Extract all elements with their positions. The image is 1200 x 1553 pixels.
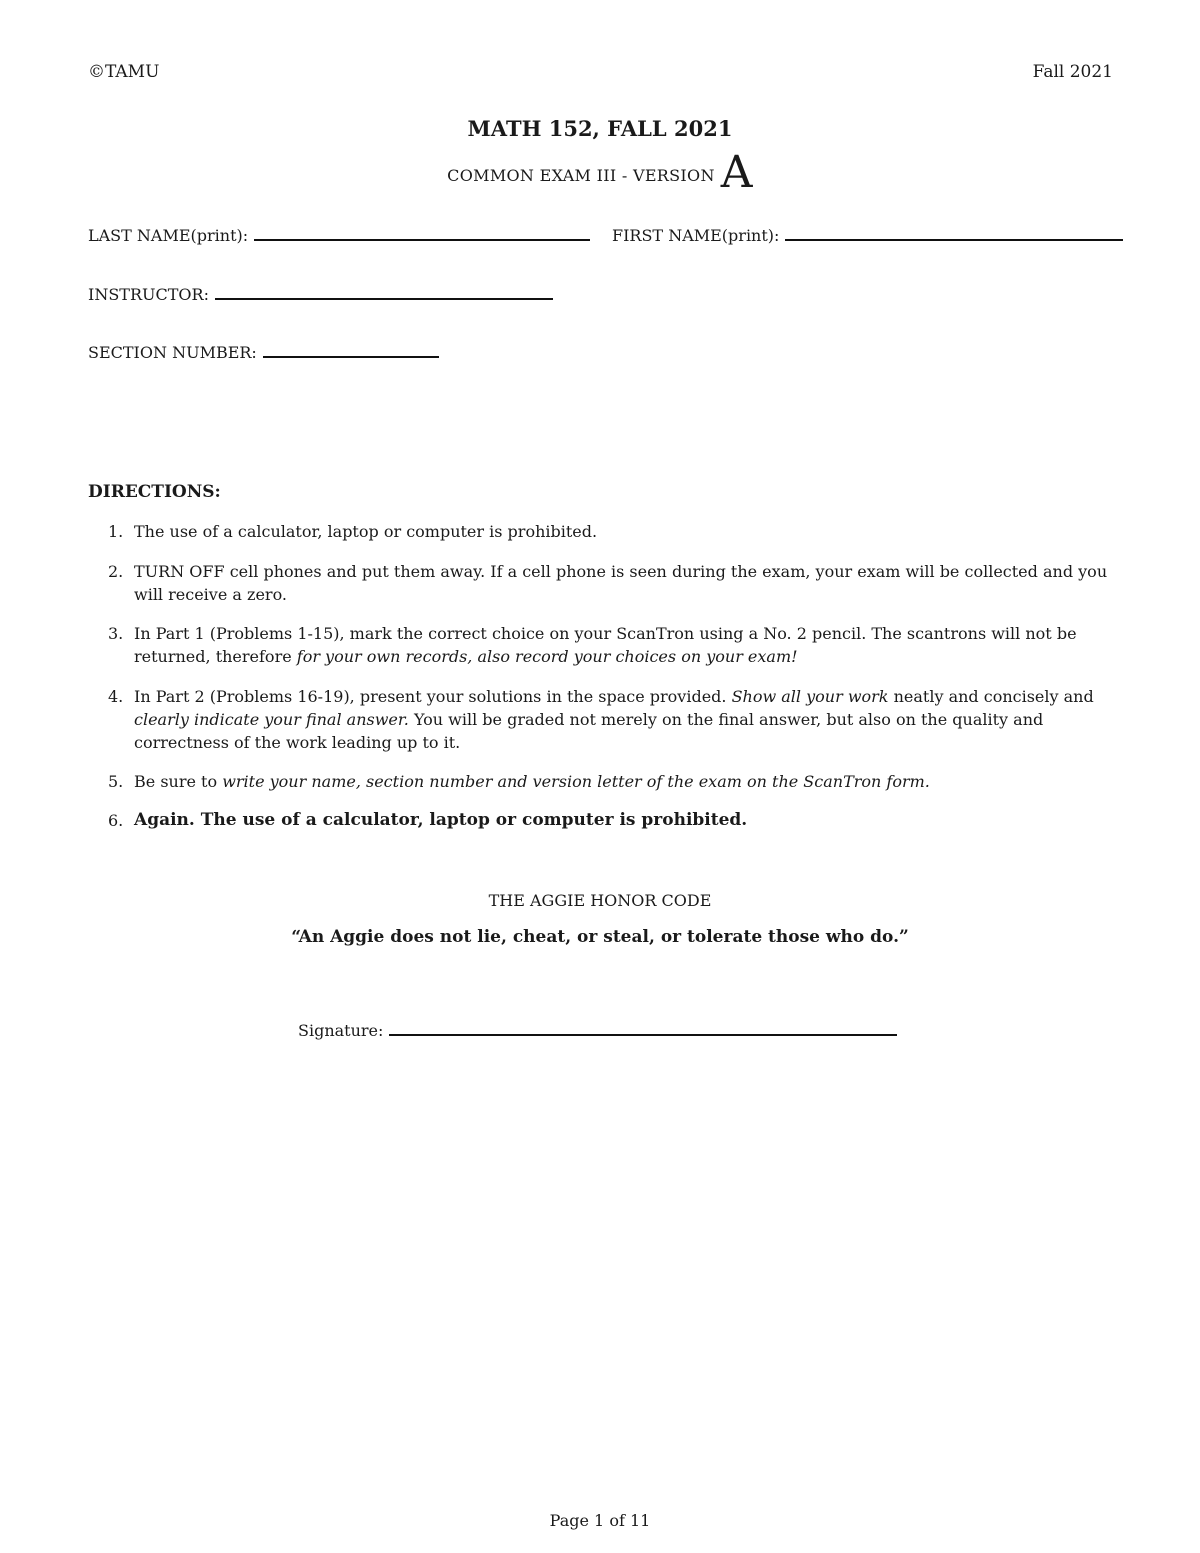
exam-title: MATH 152, FALL 2021: [467, 116, 733, 141]
italic-run: Show all your work: [731, 687, 889, 706]
last-name-field[interactable]: [88, 226, 590, 245]
direction-item: [108, 520, 1114, 543]
text-run: neatly and concisely and: [888, 687, 1094, 706]
text-run: In Part 1 (Problems 1-15), mark the correct choice on your ScanTron using a No. 2 pencil. The scantrons will not be returned, therefore: [134, 624, 1077, 666]
text-run: Again. The use of a calculator, laptop or computer is prohibited.: [134, 810, 748, 830]
signature-field[interactable]: [298, 1021, 897, 1040]
section-label: SECTION NUMBER:: [88, 343, 257, 362]
item-number: 3.: [108, 624, 124, 643]
last-name-label: LAST NAME(print):: [88, 226, 249, 245]
direction-item: [108, 622, 1114, 668]
last-name-line[interactable]: [254, 238, 590, 241]
item-number: 2.: [108, 562, 124, 581]
direction-item: [108, 685, 1114, 754]
item-text: [134, 770, 1114, 793]
directions-heading: DIRECTIONS:: [88, 482, 221, 502]
section-line[interactable]: [263, 355, 439, 358]
direction-item: [108, 809, 1114, 832]
item-number: 6.: [108, 811, 124, 830]
version-letter: A: [720, 147, 753, 198]
item-text: [134, 685, 1114, 754]
item-number: 4.: [108, 687, 124, 706]
item-number: 5.: [108, 772, 124, 791]
item-text: [134, 560, 1114, 606]
signature-line[interactable]: [389, 1033, 897, 1036]
subtitle-text: COMMON EXAM III - VERSION: [447, 166, 715, 185]
item-number: 1.: [108, 522, 124, 541]
page-number: Page 1 of 11: [549, 1511, 651, 1530]
instructor-label: INSTRUCTOR:: [88, 285, 209, 304]
italic-run: clearly indicate your final answer.: [134, 710, 409, 729]
italic-run: write your name, section number and version letter of the exam on the ScanTron form.: [222, 772, 930, 791]
instructor-field[interactable]: [88, 285, 553, 304]
item-text: [134, 809, 1114, 832]
header-left: ©TAMU: [88, 62, 160, 82]
first-name-label: FIRST NAME(print):: [612, 226, 780, 245]
direction-item: [108, 770, 1114, 793]
first-name-line[interactable]: [785, 238, 1123, 241]
text-run: The use of a calculator, laptop or computer is prohibited.: [134, 522, 598, 541]
header-right: Fall 2021: [1032, 62, 1113, 82]
direction-item: [108, 560, 1114, 606]
text-run: You will be graded not merely on the final answer, but also on the quality and correctness of the work leading up to it.: [134, 710, 1044, 752]
honor-code-heading: THE AGGIE HONOR CODE: [488, 891, 712, 910]
honor-code-quote: “An Aggie does not lie, cheat, or steal, or tolerate those who do.”: [291, 927, 909, 947]
instructor-line[interactable]: [215, 297, 553, 300]
exam-subtitle: [0, 147, 1200, 198]
section-field[interactable]: [88, 343, 439, 362]
item-text: [134, 520, 1114, 543]
first-name-field[interactable]: [612, 226, 1123, 245]
text-run: TURN OFF cell phones and put them away. If a cell phone is seen during the exam, your exam will be collected and you will receive a zero.: [134, 562, 1108, 604]
text-run: Be sure to: [134, 772, 223, 791]
italic-run: for your own records, also record your choices on your exam!: [296, 647, 798, 666]
signature-label: Signature:: [298, 1021, 384, 1040]
item-text: [134, 622, 1114, 668]
text-run: In Part 2 (Problems 16-19), present your solutions in the space provided.: [134, 687, 732, 706]
